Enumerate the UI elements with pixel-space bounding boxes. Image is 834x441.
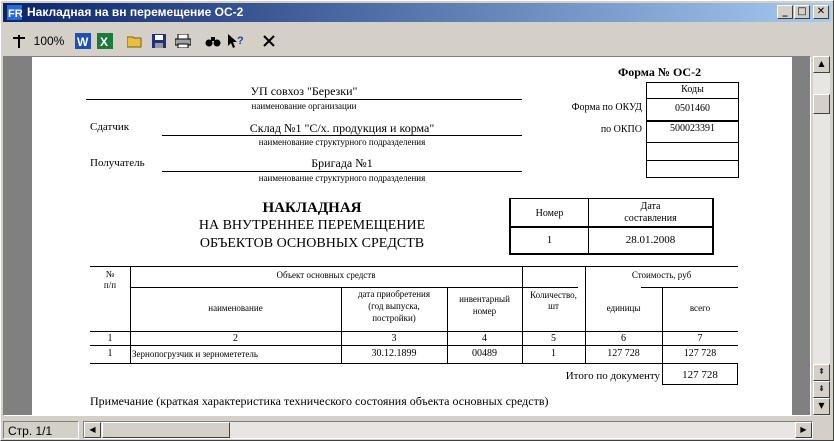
okpo-label: по ОКПО [600,124,642,135]
total-box [662,364,738,385]
word-export-icon[interactable] [73,30,93,52]
row-name: Зернопогрузчик и зерномететель [132,349,258,359]
svg-text:X: X [100,35,109,49]
col-total-header: всего [689,303,711,313]
save-icon[interactable] [149,30,169,52]
row-total-cost: 127 728 [683,348,717,359]
col-unit-header: единицы [606,303,641,313]
okud-label: Форма по ОКУД [571,102,642,113]
horizontal-scroll-thumb[interactable] [102,422,230,438]
date-header-2: составления [624,213,677,224]
number-value: 1 [546,234,553,246]
receiver-caption: наименование структурного подразделения [258,173,426,183]
title-bar[interactable] [3,3,831,22]
assets-table [90,266,738,364]
col-date-header-3: постройки) [372,313,416,323]
open-folder-icon[interactable] [125,30,145,52]
sender-label: Сдатчик [90,121,130,133]
receiver-label: Получатель [90,157,145,169]
sender-caption: наименование структурного подразделения [258,137,426,147]
svg-text:?: ? [237,35,244,47]
help-pointer-icon[interactable] [225,30,247,52]
scroll-right-button[interactable]: ▶ [795,422,812,438]
row-unit-cost: 127 728 [607,348,640,359]
find-icon[interactable] [203,30,223,52]
col-date-header-2: (год выпуска, [368,301,420,311]
doc-title-1: НАКЛАДНАЯ [262,200,362,216]
scroll-up-button[interactable]: ▲ [813,56,830,73]
page-down-button[interactable]: ⇟ [813,381,830,398]
date-value: 28.01.2008 [625,234,676,246]
col-number: 7 [697,333,703,344]
doc-title-2: НА ВНУТРЕННЕЕ ПЕРЕМЕЩЕНИЕ [198,218,426,233]
col-number: 4 [482,333,487,344]
preview-area[interactable] [3,56,811,416]
col-qty-header-2: шт [548,301,559,311]
total-value: 127 728 [682,369,718,381]
print-icon[interactable] [173,30,193,52]
note-text: Примечание (краткая характеристика технического состояния объекта основных средств) [90,394,549,408]
col-cost-header: Стоимость, руб [631,270,692,280]
window-title: Накладная на вн перемещение ОС-2 [27,5,244,19]
col-number: 5 [551,333,556,344]
col-inv-header-2: номер [472,306,497,316]
document-page [32,57,792,416]
status-bar [3,421,831,439]
close-icon[interactable] [259,30,279,52]
sender-value: Склад №1 "С/х. продукция и корма" [249,121,435,135]
codes-header: Коды [681,84,704,95]
form-name: Форма № ОС-2 [618,65,702,79]
scroll-thumb[interactable] [813,94,830,114]
okud-value: 0501460 [675,103,710,114]
vertical-scrollbar[interactable] [813,56,830,416]
zoom-level[interactable]: 100% [33,34,65,48]
close-window-button[interactable]: ✕ [813,5,829,19]
page-indicator: Стр. 1/1 [8,424,53,438]
receiver-value: Бригада №1 [311,156,373,170]
scroll-left-button[interactable]: ◀ [84,422,101,438]
codes-box [646,82,739,178]
col-num-header-1: № [105,269,115,279]
total-label: Итого по документу [565,370,660,382]
date-header-1: Дата [640,201,661,212]
col-date-header-1: дата приобретения [357,289,431,299]
col-num-header-2: п/п [103,280,117,290]
horizontal-scrollbar[interactable] [83,421,813,439]
col-inv-header-1: инвентарный [459,294,510,304]
row-number: 1 [107,348,113,359]
svg-text:W: W [77,35,89,49]
col-number: 2 [233,333,238,344]
zoom-icon[interactable] [11,30,27,52]
org-caption: наименование организации [251,101,357,111]
col-number: 1 [107,333,113,344]
row-inventory-number: 00489 [472,348,497,359]
col-number: 3 [391,333,397,344]
svg-text:FR: FR [8,8,23,20]
org-name: УП совхоз "Березки" [250,84,358,98]
scroll-down-button[interactable]: ▼ [813,398,830,415]
excel-export-icon[interactable] [95,30,115,52]
maximize-button[interactable]: □ [794,5,810,19]
row-quantity: 1 [551,348,556,359]
col-qty-header-1: Количество, [530,290,577,300]
col-object-header: Объект основных средств [276,270,376,280]
app-icon [6,4,23,21]
col-name-header: наименование [208,303,263,313]
number-header: Номер [535,208,564,219]
okpo-value: 500023391 [670,123,715,134]
doc-title-3: ОБЪЕКТОВ ОСНОВНЫХ СРЕДСТВ [199,236,425,251]
toolbar [3,25,831,55]
minimize-button[interactable]: _ [777,5,793,19]
row-date: 30.12.1899 [371,348,417,359]
page-up-button[interactable]: ⇞ [813,364,830,381]
number-date-box [509,198,714,255]
col-number: 6 [621,333,626,344]
